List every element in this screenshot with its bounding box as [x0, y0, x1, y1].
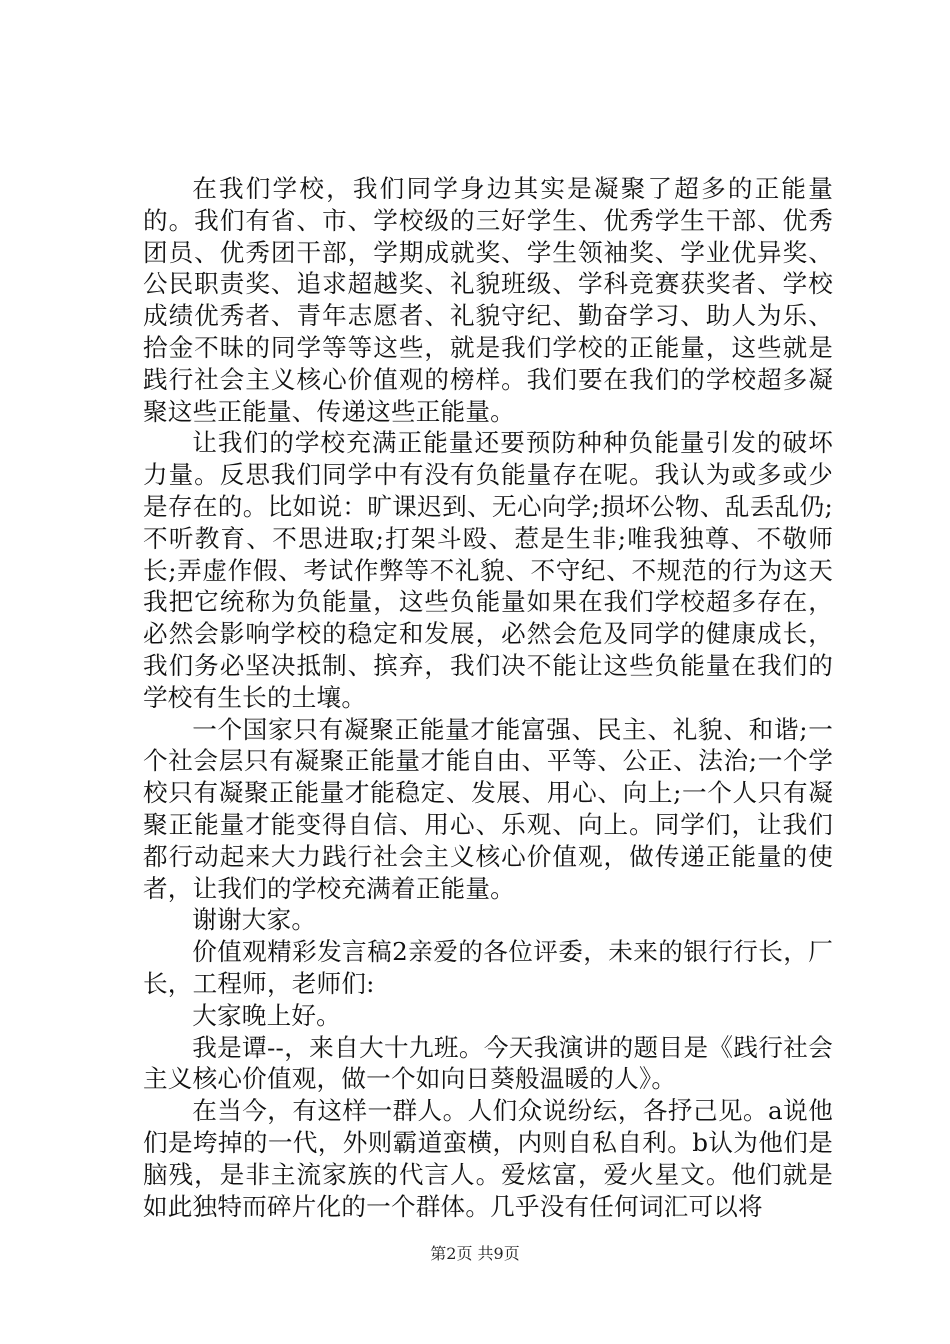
- paragraph-2: 让我们的学校充满正能量还要预防种种负能量引发的破坏力量。反思我们同学中有没有负能量存在呢。我认为或多或少是存在的。比如说：旷课迟到、无心向学;损坏公物、乱丢乱仍;不听教育、不思进取;打架斗殴、惹是生非;唯我独尊、不敬师长;弄虚作假、考试作弊等不礼貌、不守纪、不规范的行为这天我把它统称为负能量，这些负能量如果在我们学校超多存在，必然会影响学校的稳定和发展，必然会危及同学的健康成长，我们务必坚决抵制、摈弃，我们决不能让这些负能量在我们的学校有生长的土壤。: [143, 428, 833, 712]
- paragraph-5: 价值观精彩发言稿2亲爱的各位评委，未来的银行行长，厂长，工程师，老师们:: [143, 937, 833, 998]
- page-footer: 第2页 共9页: [430, 1244, 520, 1263]
- paragraph-3: 一个国家只有凝聚正能量才能富强、民主、礼貌、和谐;一个社会层只有凝聚正能量才能自由、平等、公正、法治;一个学校只有凝聚正能量才能稳定、发展、用心、向上;一个人只有凝聚正能量才能变得自信、用心、乐观、向上。同学们，让我们都行动起来大力践行社会主义核心价值观，做传递正能量的使者，让我们的学校充满着正能量。: [143, 714, 833, 903]
- paragraph-8: 在当今，有这样一群人。人们众说纷纭，各抒己见。a说他们是垮掉的一代，外则霸道蛮横，内则自私自利。b认为他们是脑残，是非主流家族的代言人。爱炫富，爱火星文。他们就是如此独特而碎片化的一个群体。几乎没有任何词汇可以将: [143, 1096, 833, 1221]
- paragraph-1: 在我们学校，我们同学身边其实是凝聚了超多的正能量的。我们有省、市、学校级的三好学生、优秀学生干部、优秀团员、优秀团干部，学期成就奖、学生领袖奖、学业优异奖、公民职责奖、追求超越奖、礼貌班级、学科竞赛获奖者、学校成绩优秀者、青年志愿者、礼貌守纪、勤奋学习、助人为乐、拾金不昧的同学等等这些，就是我们学校的正能量，这些就是践行社会主义核心价值观的榜样。我们要在我们的学校超多凝聚这些正能量、传递这些正能量。: [143, 174, 833, 426]
- paragraph-7: 我是谭--，来自大十九班。今天我演讲的题目是《践行社会主义核心价值观，做一个如向日葵般温暖的人》。: [143, 1032, 833, 1094]
- body-text: [143, 173, 833, 1222]
- paragraph-4: 谢谢大家。: [192, 905, 317, 935]
- paragraph-6: 大家晚上好。: [192, 1000, 341, 1030]
